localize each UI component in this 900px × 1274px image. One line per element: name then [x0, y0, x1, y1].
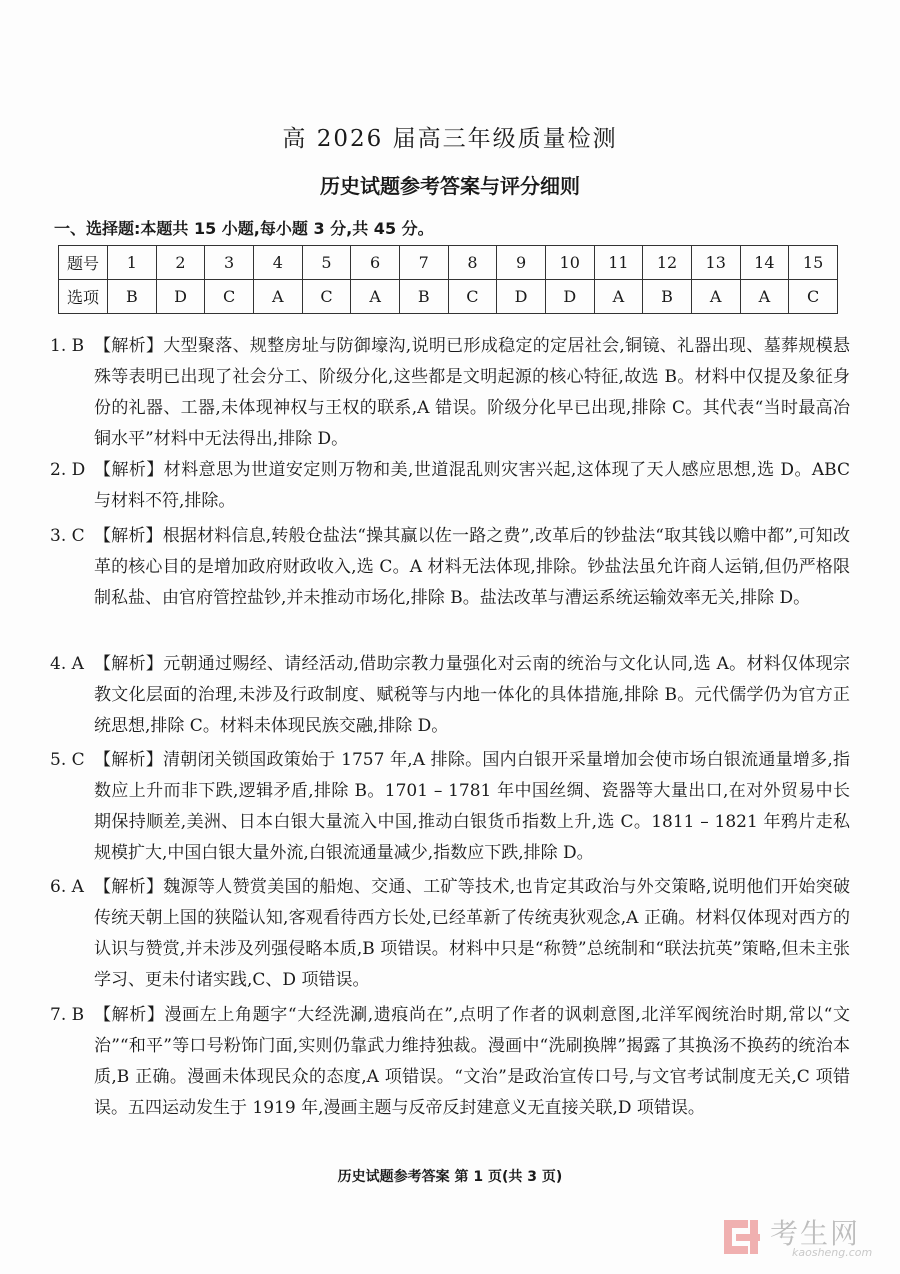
- page-footer: 历史试题参考答案 第 1 页(共 3 页): [337, 1169, 563, 1185]
- kaosheng-logo-icon: [722, 1216, 764, 1258]
- item-explanation: 【解析】漫画左上角题字“大经洗涮,遗痕尚在”,点明了作者的讽刺意图,北洋军阀统治时期,常以“文治”“和平”等口号粉饰门面,实则仍靠武力维持独裁。漫画中“洗刷换牌”揭露了其换汤不换药的统治本质,B 正确。漫画未体现民众的态度,A 项错误。“文治”是政治宣传口号,与文官考试制度无关,C 项错误。五四运动发生于 1919 年,漫画主题与反帝反封建意义无直接关联,D 项错误。: [94, 1005, 850, 1118]
- item-explanation: 【解析】根据材料信息,转般仓盐法“操其赢以佐一路之费”,改革后的钞盐法“取其钱以赡中都”,可知改革的核心目的是增加政府财政收入,选 C。A 材料无法体现,排除。钞盐法虽允许商人运销,但仍严格限制私盐、由官府管控盐钞,并未推动市场化,排除 B。盐法改革与漕运系统运输效率无关,排除 D。: [94, 526, 850, 608]
- answer-item-7: [50, 1000, 850, 1124]
- question-number-cell: 6: [351, 246, 400, 280]
- question-number-cell: 4: [253, 246, 302, 280]
- question-number-cell: 14: [740, 246, 789, 280]
- answer-option-cell: A: [351, 280, 400, 314]
- item-explanation: 【解析】材料意思为世道安定则万物和美,世道混乱则灾害兴起,这体现了天人感应思想,选 D。ABC 与材料不符,排除。: [94, 460, 850, 511]
- answer-option-cell: B: [399, 280, 448, 314]
- answer-item-3: [50, 521, 850, 614]
- item-number: 7. B: [50, 1005, 85, 1025]
- answer-option-cell: C: [205, 280, 254, 314]
- table-row-label: 题号: [59, 246, 108, 280]
- answer-item-1: [50, 331, 850, 455]
- answer-table-number-row: [59, 246, 838, 280]
- question-number-cell: 11: [594, 246, 643, 280]
- item-number: 4. A: [50, 654, 84, 674]
- question-number-cell: 10: [545, 246, 594, 280]
- answer-option-cell: B: [108, 280, 157, 314]
- question-number-cell: 12: [643, 246, 692, 280]
- question-number-cell: 15: [789, 246, 838, 280]
- answer-table: [58, 245, 838, 314]
- item-explanation: 【解析】清朝闭关锁国政策始于 1757 年,A 排除。国内白银开采量增加会使市场白银流通量增多,指数应上升而非下跌,逻辑矛盾,排除 B。1701 – 1781 年中国丝绸、瓷器等大量出口,在对外贸易中长期保持顺差,美洲、日本白银大量流入中国,推动白银货币指数上升,选 C。1811 – 1821 年鸦片走私规模扩大,中国白银大量外流,白银流通量减少,指数应下跌,排除 D。: [94, 750, 850, 863]
- answer-option-cell: A: [691, 280, 740, 314]
- item-explanation: 【解析】元朝通过赐经、请经活动,借助宗教力量强化对云南的统治与文化认同,选 A。材料仅体现宗教文化层面的治理,未涉及行政制度、赋税等与内地一体化的具体措施,排除 B。元代儒学仍为官方正统思想,排除 C。材料未体现民族交融,排除 D。: [94, 654, 850, 736]
- answer-option-cell: D: [156, 280, 205, 314]
- item-number: 1. B: [50, 336, 85, 356]
- answer-item-5: [50, 745, 850, 869]
- answer-option-cell: A: [253, 280, 302, 314]
- watermark-url: kaosheng.com: [792, 1246, 873, 1259]
- answer-option-cell: A: [740, 280, 789, 314]
- watermark: [722, 1212, 892, 1262]
- question-number-cell: 2: [156, 246, 205, 280]
- answer-item-2: [50, 455, 850, 517]
- answer-option-cell: C: [302, 280, 351, 314]
- item-number: 6. A: [50, 877, 84, 897]
- question-number-cell: 8: [448, 246, 497, 280]
- item-number: 5. C: [50, 750, 85, 770]
- question-number-cell: 7: [399, 246, 448, 280]
- question-number-cell: 9: [497, 246, 546, 280]
- answer-option-cell: D: [497, 280, 546, 314]
- answer-option-cell: C: [789, 280, 838, 314]
- item-explanation: 【解析】大型聚落、规整房址与防御壕沟,说明已形成稳定的定居社会,铜镜、礼器出现、墓葬规模悬殊等表明已出现了社会分工、阶级分化,这些都是文明起源的核心特征,故选 B。材料中仅提及象征身份的礼器、工器,未体现神权与王权的联系,A 错误。阶级分化早已出现,排除 C。其代表“当时最高冶铜水平”材料中无法得出,排除 D。: [94, 336, 850, 449]
- section-heading: 一、选择题:本题共 15 小题,每小题 3 分,共 45 分。: [54, 219, 434, 238]
- answer-option-cell: D: [545, 280, 594, 314]
- item-explanation: 【解析】魏源等人赞赏美国的船炮、交通、工矿等技术,也肯定其政治与外交策略,说明他们开始突破传统天朝上国的狭隘认知,客观看待西方长处,已经革新了传统夷狄观念,A 正确。材料仅体现对西方的认识与赞赏,并未涉及列强侵略本质,B 项错误。材料中只是“称赞”总统制和“联法抗英”策略,但未主张学习、更未付诸实践,C、D 项错误。: [94, 877, 850, 990]
- answer-option-cell: C: [448, 280, 497, 314]
- item-number: 3. C: [50, 526, 85, 546]
- watermark-text: 考生网: [770, 1217, 861, 1250]
- question-number-cell: 3: [205, 246, 254, 280]
- answer-table-answer-row: [59, 280, 838, 314]
- question-number-cell: 1: [108, 246, 157, 280]
- answer-item-4: [50, 649, 850, 742]
- item-number: 2. D: [50, 460, 86, 480]
- answer-item-6: [50, 872, 850, 996]
- question-number-cell: 5: [302, 246, 351, 280]
- answer-option-cell: B: [643, 280, 692, 314]
- exam-subtitle: 历史试题参考答案与评分细则: [320, 174, 580, 198]
- exam-title: 高 2026 届高三年级质量检测: [282, 126, 618, 152]
- question-number-cell: 13: [691, 246, 740, 280]
- table-row-label: 选项: [59, 280, 108, 314]
- answer-option-cell: A: [594, 280, 643, 314]
